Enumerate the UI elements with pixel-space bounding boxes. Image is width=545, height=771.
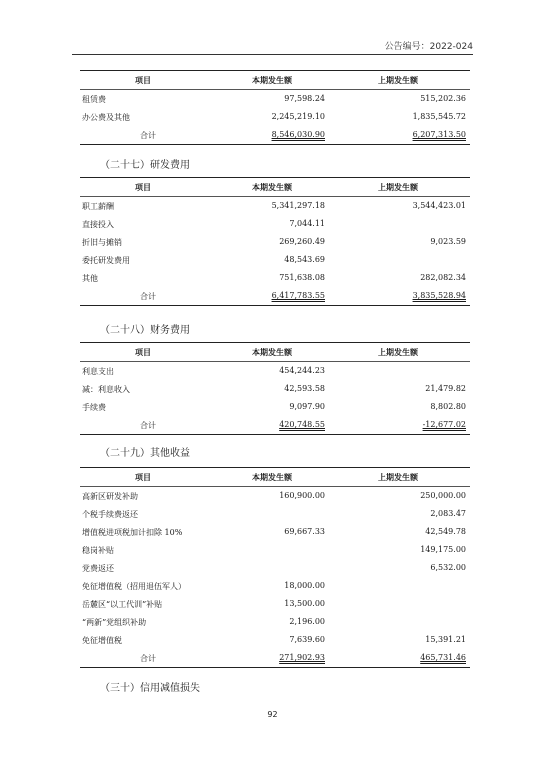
- table-row: [80, 505, 470, 523]
- table-row: [80, 541, 470, 559]
- table-row: [80, 215, 470, 233]
- row-label: 委托研发费用: [82, 256, 130, 265]
- total-row: [80, 416, 470, 435]
- row-label: 党费返还: [82, 564, 114, 573]
- row-label: 利息支出: [82, 367, 114, 376]
- row-label: 办公费及其他: [82, 113, 130, 122]
- total-row: [80, 126, 470, 145]
- current-amount: 7,639.60: [289, 635, 325, 644]
- row-label: 增值税进项税加计扣除 10%: [82, 528, 183, 537]
- prior-amount: 8,802.80: [430, 402, 466, 411]
- table-header-row: [80, 467, 470, 487]
- financial-table: [80, 70, 470, 145]
- row-label: 职工薪酬: [82, 202, 114, 211]
- row-label: 合计: [140, 131, 156, 140]
- current-amount: 97,598.24: [284, 94, 325, 103]
- prior-amount: 9,023.59: [430, 237, 466, 246]
- table-row: [80, 251, 470, 269]
- current-amount: 7,044.11: [289, 219, 325, 228]
- table-row: [80, 631, 470, 649]
- table-header-row: [80, 177, 470, 197]
- header-current-period: 本期发生额: [252, 348, 292, 357]
- table-row: [80, 380, 470, 398]
- current-amount: 271,902.93: [279, 653, 325, 662]
- header-prior-period: 上期发生额: [378, 183, 418, 192]
- table-row: [80, 233, 470, 251]
- header-current-period: 本期发生额: [252, 183, 292, 192]
- row-label: 减：利息收入: [82, 385, 130, 394]
- page-number: 92: [267, 710, 278, 719]
- prior-amount: 15,391.21: [425, 635, 466, 644]
- current-amount: 420,748.55: [279, 420, 325, 429]
- financial-table: [80, 467, 470, 668]
- prior-amount: 515,202.36: [420, 94, 466, 103]
- prior-amount: 21,479.82: [425, 384, 466, 393]
- row-label: 岳麓区“以工代训”补贴: [82, 600, 163, 609]
- table-header-row: [80, 342, 470, 362]
- row-label: 免征增值税（招用退伍军人）: [82, 582, 186, 591]
- prior-amount: 2,083.47: [430, 509, 466, 518]
- table-row: [80, 90, 470, 108]
- row-label: 合计: [140, 421, 156, 430]
- current-amount: 9,097.90: [289, 402, 325, 411]
- financial-table: [80, 177, 470, 306]
- current-amount: 8,546,030.90: [271, 130, 325, 139]
- row-label: 免征增值税: [82, 636, 122, 645]
- header-item: 项目: [135, 183, 151, 192]
- current-amount: 751,638.08: [279, 273, 325, 282]
- header-prior-period: 上期发生额: [378, 473, 418, 482]
- current-amount: 269,260.49: [279, 237, 325, 246]
- current-amount: 69,667.33: [284, 527, 325, 536]
- row-label: 折旧与摊销: [82, 238, 122, 247]
- row-label: 个税手续费返还: [82, 510, 138, 519]
- prior-amount: 282,082.34: [420, 273, 466, 282]
- row-label: 手续费: [82, 403, 106, 412]
- table-row: [80, 613, 470, 631]
- table-row: [80, 523, 470, 541]
- current-amount: 160,900.00: [279, 491, 325, 500]
- header-current-period: 本期发生额: [252, 76, 292, 85]
- header-prior-period: 上期发生额: [378, 348, 418, 357]
- financial-table: [80, 342, 470, 435]
- table-row: [80, 362, 470, 380]
- header-item: 项目: [135, 76, 151, 85]
- prior-amount: 250,000.00: [420, 491, 466, 500]
- header-item: 项目: [135, 348, 151, 357]
- row-label: 直接投入: [82, 220, 114, 229]
- table-row: [80, 559, 470, 577]
- prior-amount: 3,835,528.94: [412, 291, 466, 300]
- row-label: 合计: [140, 654, 156, 663]
- table-row: [80, 269, 470, 287]
- prior-amount: 1,835,545.72: [412, 112, 466, 121]
- current-amount: 48,543.69: [284, 255, 325, 264]
- header-item: 项目: [135, 473, 151, 482]
- prior-amount: 42,549.78: [425, 527, 466, 536]
- row-label: 合计: [140, 292, 156, 301]
- current-amount: 2,245,219.10: [271, 112, 325, 121]
- prior-amount: 6,207,313.50: [412, 130, 466, 139]
- prior-amount: 3,544,423.01: [412, 201, 466, 210]
- table-header-row: [80, 70, 470, 90]
- current-amount: 454,244.23: [279, 366, 325, 375]
- row-label: “两新”党组织补助: [82, 618, 147, 627]
- current-amount: 18,000.00: [284, 581, 325, 590]
- total-row: [80, 649, 470, 668]
- table-row: [80, 108, 470, 126]
- section-title-credit-impairment: （三十）信用减值损失: [100, 683, 200, 694]
- current-amount: 5,341,297.18: [271, 201, 325, 210]
- section-title: （二十九）其他收益: [100, 448, 190, 459]
- row-label: 高新区研发补助: [82, 492, 138, 501]
- current-amount: 13,500.00: [284, 599, 325, 608]
- prior-amount: -12,677.02: [422, 420, 466, 429]
- table-row: [80, 197, 470, 215]
- row-label: 其他: [82, 274, 98, 283]
- table-row: [80, 487, 470, 505]
- current-amount: 6,417,783.55: [271, 291, 325, 300]
- page-header: [72, 38, 473, 55]
- section-title: （二十八）财务费用: [100, 325, 190, 336]
- header-current-period: 本期发生额: [252, 473, 292, 482]
- section-title: （二十七）研发费用: [100, 160, 190, 171]
- table-row: [80, 398, 470, 416]
- prior-amount: 465,731.46: [420, 653, 466, 662]
- current-amount: 2,196.00: [289, 617, 325, 626]
- doc-number: 公告编号：2022-024: [384, 42, 473, 52]
- row-label: 稳岗补贴: [82, 546, 114, 555]
- total-row: [80, 287, 470, 306]
- prior-amount: 6,532.00: [430, 563, 466, 572]
- header-prior-period: 上期发生额: [378, 76, 418, 85]
- table-row: [80, 595, 470, 613]
- table-row: [80, 577, 470, 595]
- row-label: 租赁费: [82, 95, 106, 104]
- current-amount: 42,593.58: [284, 384, 325, 393]
- prior-amount: 149,175.00: [420, 545, 466, 554]
